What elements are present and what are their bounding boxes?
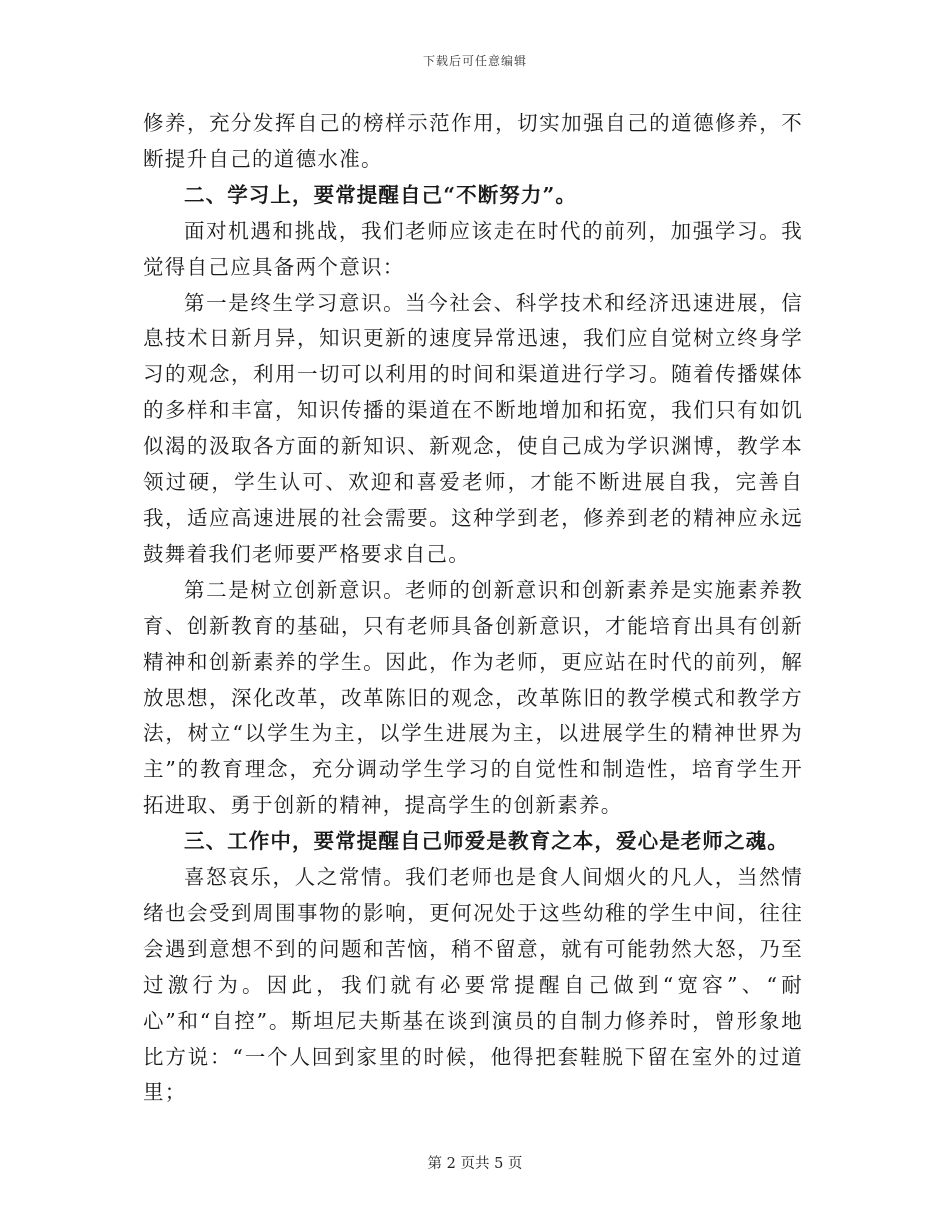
paragraph-continuation: 修养，充分发挥自己的榜样示范作用，切实加强自己的道德修养，不断提升自己的道德水准。 (143, 111, 803, 171)
page-number: 第 2 页共 5 页 (427, 1156, 523, 1172)
section-heading-work: 三、工作中，要常提醒自己师爱是教育之本，爱心是老师之魂。 (184, 829, 789, 854)
paragraph-lifelong-learning: 第一是终生学习意识。当今社会、科学技术和经济迅速进展，信息技术日新月异，知识更新的速度异常迅速，我们应自觉树立终身学习的观念，利用一切可以利用的时间和渠道进行学习。随着传播媒体的多样和丰富，知识传播的渠道在不断地增加和拓宽，我们只有如饥似渴的汲取各方面的新知识、新观念，使自己成为学识渊博，教学本领过硬，学生认可、欢迎和喜爱老师，才能不断进展自我，完善自我，适应高速进展的社会需要。这种学到老，修养到老的精神应永远鼓舞着我们老师要严格要求自己。 (143, 290, 803, 566)
section-heading-study: 二、学习上，要常提醒自己“不断努力”。 (184, 182, 577, 207)
page-header: 下载后可任意编辑 (422, 54, 527, 68)
paragraph-innovation: 第二是树立创新意识。老师的创新意识和创新素养是实施素养教育、创新教育的基础，只有老师具备创新意识，才能培育出具有创新精神和创新素养的学生。因此，作为老师，更应站在时代的前列，解放思想，深化改革，改革陈旧的观念，改革陈旧的教学模式和教学方法，树立“以学生为主，以学生进展为主，以进展学生的精神世界为主”的教育理念，充分调动学生学习的自觉性和制造性，培育学生开拓进取、勇于创新的精神，提高学生的创新素养。 (143, 577, 803, 818)
paragraph-intro-awareness: 面对机遇和挑战，我们老师应该走在时代的前列，加强学习。我觉得自己应具备两个意识： (143, 218, 803, 279)
paragraph-emotions: 喜怒哀乐，人之常情。我们老师也是食人间烟火的凡人，当然情绪也会受到周围事物的影响，更何况处于这些幼稚的学生中间，往往会遇到意想不到的问题和苦恼，稍不留意，就有可能勃然大怒，乃至过激行为。因此，我们就有必要常提醒自己做到“宽容”、“耐心”和“自控”。斯坦尼夫斯基在谈到演员的自制力修养时，曾形象地比方说：“一个人回到家里的时候，他得把套鞋脱下留在室外的过道里； (143, 865, 803, 1105)
document-body (143, 106, 803, 1111)
